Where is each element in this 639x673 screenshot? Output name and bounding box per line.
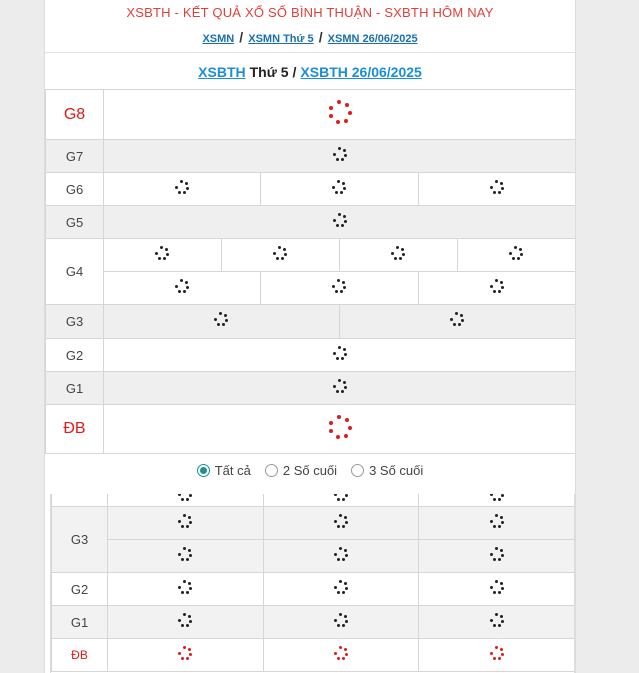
prize-cell <box>263 606 419 639</box>
table-row <box>46 372 576 405</box>
breadcrumb-separator: / <box>318 29 323 45</box>
radio-button[interactable] <box>351 464 364 477</box>
table-row <box>46 239 576 272</box>
prize-label-g7: G7 <box>46 140 104 173</box>
prize-label-g2: G2 <box>52 573 108 606</box>
prize-label-g8: G8 <box>46 90 104 140</box>
prize-cell <box>108 573 264 606</box>
prize-label-g1: G1 <box>52 606 108 639</box>
prize-cell <box>263 639 419 672</box>
loading-spinner-icon <box>175 180 189 194</box>
heading-separator: / <box>292 63 297 80</box>
prize-label-g3: G3 <box>52 507 108 573</box>
loading-spinner-icon <box>509 246 523 260</box>
table-row <box>46 272 576 305</box>
loading-spinner-icon <box>490 514 504 528</box>
secondary-prize-table <box>51 494 575 672</box>
prize-table <box>45 89 576 454</box>
prize-cell <box>108 540 264 573</box>
table-row <box>46 140 576 173</box>
prize-cell <box>104 405 576 454</box>
prize-label-g5: G5 <box>46 206 104 239</box>
breadcrumb <box>45 29 575 45</box>
prize-cell <box>418 272 575 305</box>
prize-cell <box>419 494 575 507</box>
loading-spinner-icon <box>490 547 504 561</box>
xsbth-date-link[interactable]: XSBTH 26/06/2025 <box>300 63 422 80</box>
prize-label-g6: G6 <box>46 173 104 206</box>
prize-cell <box>104 339 576 372</box>
table-row <box>46 173 576 206</box>
filter-option-label: 2 Số cuối <box>282 463 338 478</box>
loading-spinner-icon <box>333 379 347 393</box>
table-row <box>52 540 575 573</box>
prize-cell <box>108 507 264 540</box>
prize-cell <box>419 507 575 540</box>
table-row <box>52 507 575 540</box>
prize-label-cell <box>52 494 108 507</box>
filter-option-all[interactable] <box>197 463 251 478</box>
filter-option-label: 3 Số cuối <box>369 463 424 478</box>
prize-cell <box>104 173 261 206</box>
digit-filter <box>45 463 575 478</box>
loading-spinner-icon <box>333 346 347 360</box>
table-row <box>52 494 575 507</box>
prize-cell <box>104 372 576 405</box>
filter-option-2-digits[interactable] <box>265 463 337 478</box>
loading-spinner-icon <box>490 613 504 627</box>
prize-cell <box>104 206 576 239</box>
loading-spinner-icon <box>214 312 228 326</box>
prize-cell <box>419 606 575 639</box>
prize-label-g2: G2 <box>46 339 104 372</box>
prize-cell <box>263 494 419 507</box>
prize-cell <box>418 173 575 206</box>
xsbth-link[interactable]: XSBTH <box>198 63 246 80</box>
loading-spinner-icon <box>155 246 169 260</box>
prize-cell <box>108 606 264 639</box>
radio-button[interactable] <box>265 464 278 477</box>
prize-cell <box>263 573 419 606</box>
page-title: XSBTH - KẾT QUẢ XỔ SỐ BÌNH THUẬN - SXBTH HÔM NAY <box>126 5 494 20</box>
xsmn-thu5-link[interactable]: XSMN Thứ 5 <box>248 33 314 45</box>
prize-cell <box>263 507 419 540</box>
loading-spinner-icon <box>178 494 192 501</box>
table-row <box>46 305 576 339</box>
prize-label-db: ĐB <box>52 639 108 672</box>
day-label: Thứ 5 <box>249 63 289 80</box>
table-row <box>52 573 575 606</box>
loading-spinner-icon <box>334 494 348 501</box>
xsmn-date-link[interactable]: XSMN 26/06/2025 <box>327 33 418 45</box>
loading-spinner-icon <box>273 246 287 260</box>
prize-label-g1: G1 <box>46 372 104 405</box>
loading-spinner-icon <box>334 580 348 594</box>
loading-spinner-icon <box>450 312 464 326</box>
loading-spinner-icon <box>490 494 504 501</box>
filter-option-label: Tất cả <box>214 463 251 478</box>
prize-cell <box>419 639 575 672</box>
table-row <box>46 90 576 140</box>
prize-cell <box>339 305 575 339</box>
loading-spinner-icon <box>333 147 347 161</box>
prize-label-db: ĐB <box>46 405 104 454</box>
loading-spinner-icon <box>333 213 347 227</box>
prize-label-g3: G3 <box>46 305 104 339</box>
table-row <box>52 639 575 672</box>
loading-spinner-icon <box>178 613 192 627</box>
loading-spinner-icon <box>490 279 504 293</box>
loading-spinner-icon <box>490 646 504 660</box>
prize-cell <box>419 573 575 606</box>
prize-cell <box>221 239 339 272</box>
table-row <box>46 206 576 239</box>
table-row <box>46 405 576 454</box>
prize-cell <box>104 272 261 305</box>
table-row <box>46 339 576 372</box>
prize-cell <box>419 540 575 573</box>
prize-cell <box>104 140 576 173</box>
loading-spinner-icon <box>178 580 192 594</box>
prize-cell <box>261 272 418 305</box>
loading-spinner-icon <box>328 415 352 439</box>
result-heading <box>45 52 575 90</box>
prize-cell <box>457 239 575 272</box>
secondary-results-panel <box>50 494 575 673</box>
loading-spinner-icon <box>332 279 346 293</box>
loading-spinner-icon <box>328 100 352 124</box>
loading-spinner-icon <box>490 180 504 194</box>
loading-spinner-icon <box>175 279 189 293</box>
loading-spinner-icon <box>391 246 405 260</box>
prize-cell <box>104 90 576 140</box>
loading-spinner-icon <box>334 514 348 528</box>
loading-spinner-icon <box>490 580 504 594</box>
filter-option-3-digits[interactable] <box>351 463 423 478</box>
loading-spinner-icon <box>178 646 192 660</box>
loading-spinner-icon <box>178 514 192 528</box>
loading-spinner-icon <box>178 547 192 561</box>
prize-label-g4: G4 <box>46 239 104 305</box>
radio-button-checked[interactable] <box>197 464 210 477</box>
prize-cell <box>108 639 264 672</box>
prize-cell <box>263 540 419 573</box>
loading-spinner-icon <box>334 613 348 627</box>
prize-cell <box>104 239 222 272</box>
prize-cell <box>108 494 264 507</box>
prize-cell <box>104 305 340 339</box>
breadcrumb-separator: / <box>239 29 244 45</box>
loading-spinner-icon <box>334 646 348 660</box>
prize-cell <box>261 173 418 206</box>
prize-cell <box>339 239 457 272</box>
loading-spinner-icon <box>332 180 346 194</box>
table-row <box>52 606 575 639</box>
xsmn-link[interactable]: XSMN <box>202 33 235 45</box>
loading-spinner-icon <box>334 547 348 561</box>
